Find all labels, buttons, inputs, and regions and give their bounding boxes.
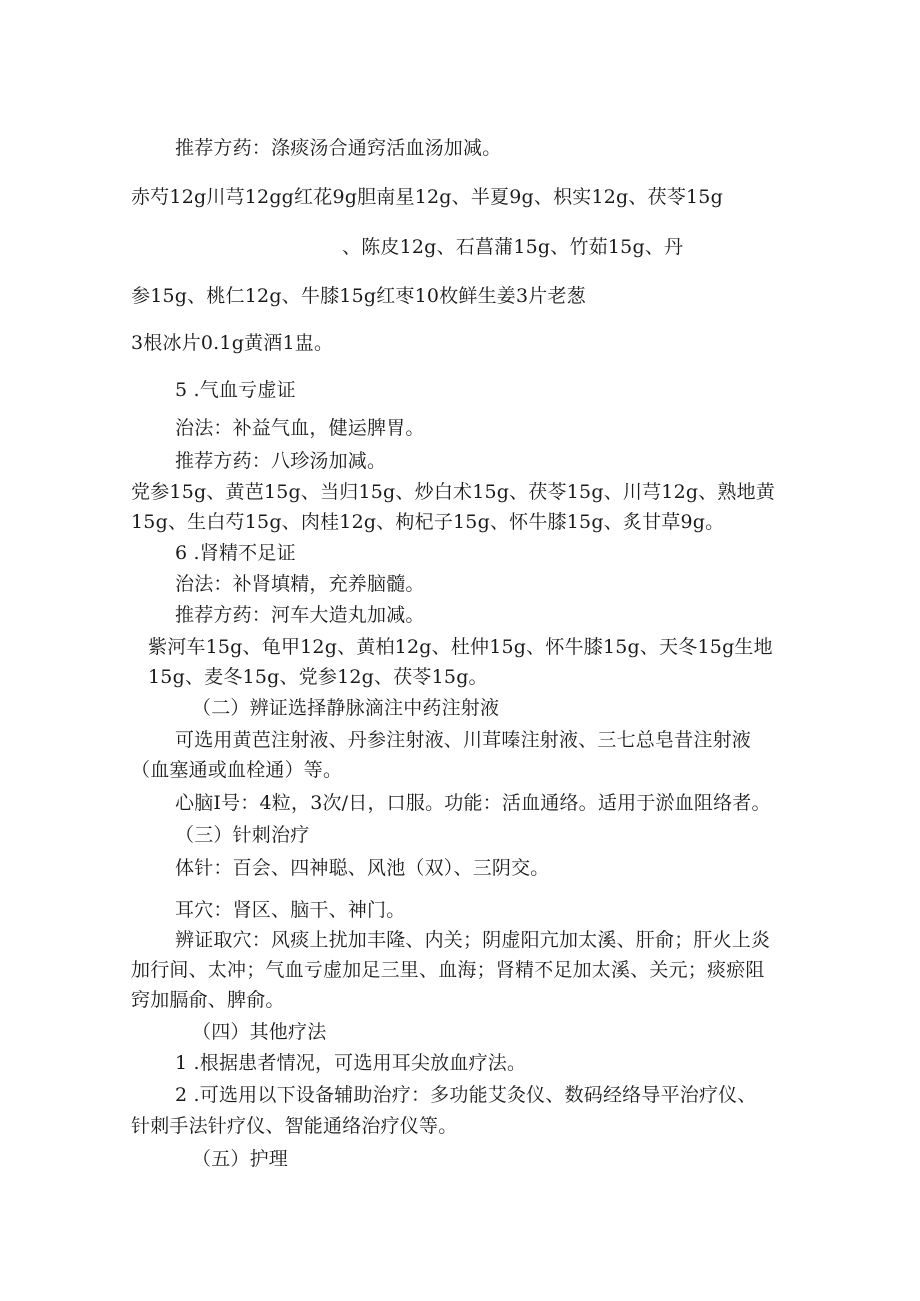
text-line: 紫河车15g、龟甲12g、黄柏12g、杜仲15g、怀牛膝15g、天冬15g生地	[148, 636, 773, 658]
text-line: 党参15g、黄芭15g、当归15g、炒白术15g、茯苓15g、川芎12g、熟地黄	[131, 481, 776, 503]
text-line: 赤芍12g川芎12gg红花9g胆南星12g、半夏9g、枳实12g、茯苓15g	[131, 186, 723, 208]
text-line: 耳穴：肾区、脑干、神门。	[175, 899, 406, 921]
text-line: 15g、生白芍15g、肉桂12g、枸杞子15g、怀牛膝15g、炙甘草9g。	[131, 511, 725, 533]
text-line: 推荐方药：八珍汤加减。	[175, 450, 387, 472]
section-heading: 6 .肾精不足证	[175, 542, 296, 564]
text-line: 3根冰片0.1g黄酒1盅。	[131, 332, 334, 354]
text-line: 加行间、太冲；气血亏虚加足三里、血海；肾精不足加太溪、关元；痰瘀阻	[131, 959, 765, 981]
text-line: 针刺手法针疗仪、智能通络治疗仪等。	[131, 1115, 458, 1137]
text-line: 窍加膈俞、脾俞。	[131, 989, 285, 1011]
text-line: 辨证取穴：风痰上扰加丰隆、内关；阴虚阳亢加太溪、肝俞；肝火上炎	[175, 929, 771, 951]
text-line: 可选用黄芭注射液、丹参注射液、川茸嗪注射液、三七总皂昔注射液	[175, 729, 752, 751]
text-line: 体针：百会、四神聪、风池（双）、三阴交。	[175, 857, 550, 879]
text-line: 治法：补益气血，健运脾胃。	[175, 417, 425, 439]
text-line: （血塞通或血栓通）等。	[131, 759, 343, 781]
text-line: 参15g、桃仁12g、牛膝15g红枣10枚鲜生姜3片老葱	[131, 285, 586, 307]
text-line: 、陈皮12g、石菖蒲15g、竹茹15g、丹	[342, 236, 684, 258]
section-heading: （二）辨证选择静脉滴注中药注射液	[192, 697, 500, 719]
text-line: 治法：补肾填精，充养脑髓。	[175, 573, 425, 595]
section-heading: （三）针刺治疗	[175, 824, 310, 846]
text-line: 推荐方药：河车大造丸加减。	[175, 604, 425, 626]
text-line: 15g、麦冬15g、党参12g、茯苓15g。	[148, 666, 488, 688]
section-heading: （五）护理	[192, 1148, 289, 1170]
section-heading: 5 .气血亏虚证	[175, 379, 296, 401]
text-line: 心脑Ⅰ号：4粒，3次/日，口服。功能：活血通络。适用于淤血阻络者。	[175, 792, 771, 814]
text-line: 2 .可选用以下设备辅助治疗：多功能艾灸仪、数码经络导平治疗仪、	[175, 1084, 757, 1106]
text-line: 推荐方药：涤痰汤合通窍活血汤加减。	[175, 137, 502, 159]
section-heading: （四）其他疗法	[192, 1021, 327, 1043]
text-line: 1 .根据患者情况，可选用耳尖放血疗法。	[175, 1052, 527, 1074]
